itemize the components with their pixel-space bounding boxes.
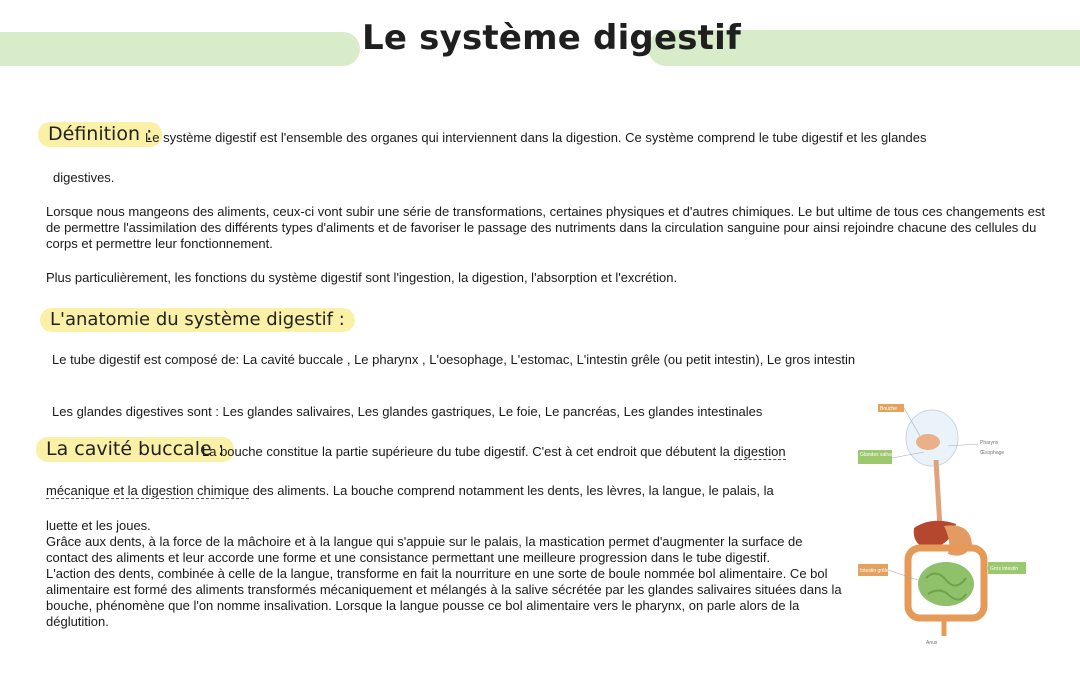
definition-heading: [38, 123, 162, 146]
esophagus-shape: [936, 460, 940, 528]
cavity-text-line1-a: La bouche constitue la partie supérieure du tube digestif. C'est à cet endroit que débutent la: [202, 444, 734, 459]
cavity-text-line2: [46, 483, 774, 499]
anatomy-heading-text: L'anatomie du système digestif :: [40, 308, 355, 332]
definition-heading-text: Définition :: [38, 122, 162, 147]
cavity-text-line2-b: des aliments. La bouche comprend notamment les dents, les lèvres, la langue, le palais, la: [249, 483, 774, 498]
mouth-shape: [916, 434, 940, 450]
title-band-left: [0, 32, 360, 66]
cavity-text-line1: [202, 444, 786, 460]
cavity-heading-text: La cavité buccale :: [36, 437, 234, 462]
anatomy-tube-text: Le tube digestif est composé de: La cavité buccale , Le pharynx , L'oesophage, L'estomac, L'intestin grêle (ou petit intestin), Le gros intestin: [52, 352, 856, 367]
cavity-text-line2-a: mécanique et la digestion chimique: [46, 483, 250, 498]
label-pharynx: Pharynx: [980, 440, 999, 446]
definition-text-line2: digestives.: [53, 170, 115, 185]
label-intestin-grele: Intestin grêle: [860, 568, 889, 574]
definition-paragraph1: Lorsque nous mangeons des aliments, ceux-ci vont subir une série de transformations, certaines physiques et d'autres chimiques. Le but ultime de tous ces changements est de permettre l'assimilation des différents types d'aliments et de favoriser le passage des nutriments dans la circulation sanguine pour ainsi rejoindre chacune des cellules du corps et permettre leur fonctionnement.: [46, 204, 1045, 251]
anatomy-heading: [40, 309, 355, 330]
label-bouche: Bouche: [880, 406, 897, 412]
cavity-text-line1-b: digestion: [733, 444, 786, 459]
label-anus: Anus: [926, 640, 938, 646]
anatomy-glands-text: Les glandes digestives sont : Les glandes salivaires, Les glandes gastriques, Le foie, Le pancréas, Les glandes intestinales: [52, 404, 763, 419]
small-intestine-shape: [918, 562, 974, 606]
definition-text-line1: Le système digestif est l'ensemble des organes qui interviennent dans la digestion. Ce système comprend le tube digestif et les glandes: [145, 130, 927, 145]
definition-paragraph2: Plus particulièrement, les fonctions du système digestif sont l'ingestion, la digestion, l'absorption et l'excrétion.: [46, 270, 678, 285]
cavity-paragraph: luette et les joues. Grâce aux dents, à la force de la mâchoire et à la langue qui s'appuie sur le palais, la mastication permet d'augmenter la surface de contact des aliments et leur accorde une forme et une consistance permettant une meilleure progression dans le tube digestif. L'action des dents, combinée à celle de la langue, transforme en fait la nourriture en une sorte de boule nommée bol alimentaire. Ce bol alimentaire est formé des aliments transformés mécaniquement et mélangés à la salive sécrétée par les glandes salivaires situées dans la bouche, phénomène que l'on nomme insalivation. Lorsque la langue pousse ce bol alimentaire vers le pharynx, on parle alors de la déglutition.: [46, 518, 842, 629]
label-gros-intestin: Gros intestin: [990, 566, 1019, 572]
digestive-system-diagram: [840, 398, 1080, 658]
label-glandes: Glandes salivaires: [860, 452, 901, 458]
page-title: Le système digestif: [362, 18, 741, 58]
digestive-diagram-svg: [840, 398, 1080, 658]
label-oesophage: Œsophage: [980, 450, 1005, 456]
